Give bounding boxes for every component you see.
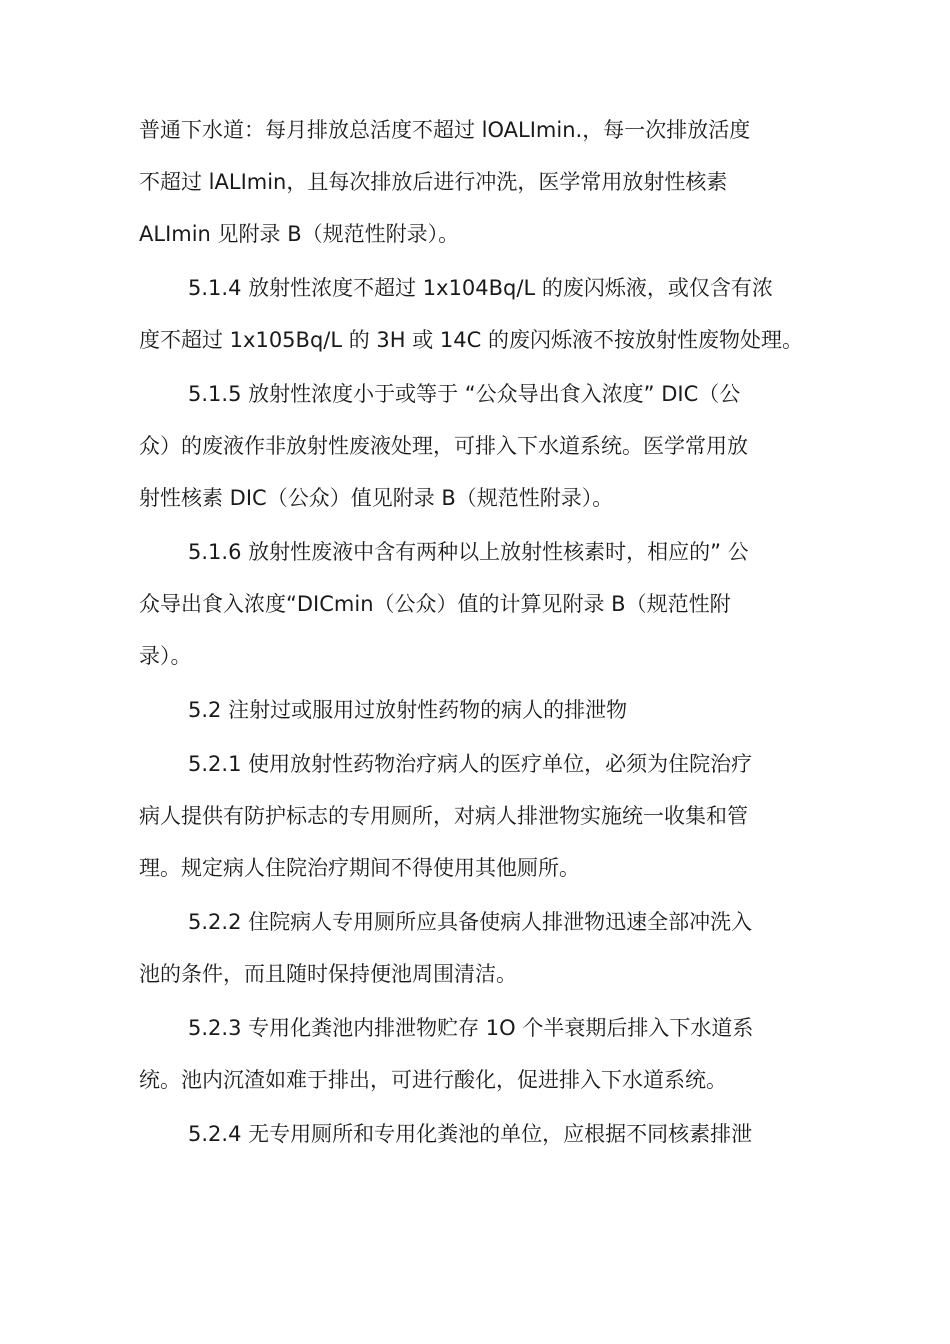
paragraph-5-1-4-start: 5.1.4 放射性浓度不超过 1x104Bq/L 的废闪烁液，或仅含有浓 xyxy=(188,276,773,300)
text-line: 射性核素 DIC（公众）值见附录 B（规范性附录）。 xyxy=(139,486,614,510)
text-line: ALImin 见附录 B（规范性附录）。 xyxy=(139,222,460,246)
text-line: 统。池内沉渣如难于排出，可进行酸化，促进排入下水道系统。 xyxy=(139,1068,727,1092)
paragraph-5-2-4-start: 5.2.4 无专用厕所和专用化粪池的单位，应根据不同核素排泄 xyxy=(188,1122,753,1146)
paragraph-5-2-3-start: 5.2.3 专用化粪池内排泄物贮存 1O 个半衰期后排入下水道系 xyxy=(188,1016,754,1040)
paragraph-5-1-5-start: 5.1.5 放射性浓度小于或等于 “公众导出食入浓度” DIC（公 xyxy=(188,382,741,406)
text-line: 度不超过 1x105Bq/L 的 3H 或 14C 的废闪烁液不按放射性废物处理。 xyxy=(139,328,803,352)
section-heading-5-2: 5.2 注射过或服用过放射性药物的病人的排泄物 xyxy=(188,698,628,722)
paragraph-5-1-6-start: 5.1.6 放射性废液中含有两种以上放射性核素时，相应的” 公 xyxy=(188,540,749,564)
paragraph-5-2-1-start: 5.2.1 使用放射性药物治疗病人的医疗单位，必须为住院治疗 xyxy=(188,752,753,776)
text-line: 不超过 lALImin，且每次排放后进行冲洗，医学常用放射性核素 xyxy=(139,170,728,194)
paragraph-5-2-2-start: 5.2.2 住院病人专用厕所应具备使病人排泄物迅速全部冲洗入 xyxy=(188,910,753,934)
text-line: 普通下水道：每月排放总活度不超过 lOALImin.，每一次排放活度 xyxy=(139,118,751,142)
text-line: 众导出食入浓度“DICmin（公众）值的计算见附录 B（规范性附 xyxy=(139,592,731,616)
text-line: 录）。 xyxy=(139,644,192,668)
text-line: 理。规定病人住院治疗期间不得使用其他厕所。 xyxy=(139,856,580,880)
text-line: 池的条件，而且随时保持便池周围清洁。 xyxy=(139,962,517,986)
text-line: 众）的废液作非放射性废液处理，可排入下水道系统。医学常用放 xyxy=(139,434,748,458)
text-line: 病人提供有防护标志的专用厕所，对病人排泄物实施统一收集和管 xyxy=(139,804,748,828)
